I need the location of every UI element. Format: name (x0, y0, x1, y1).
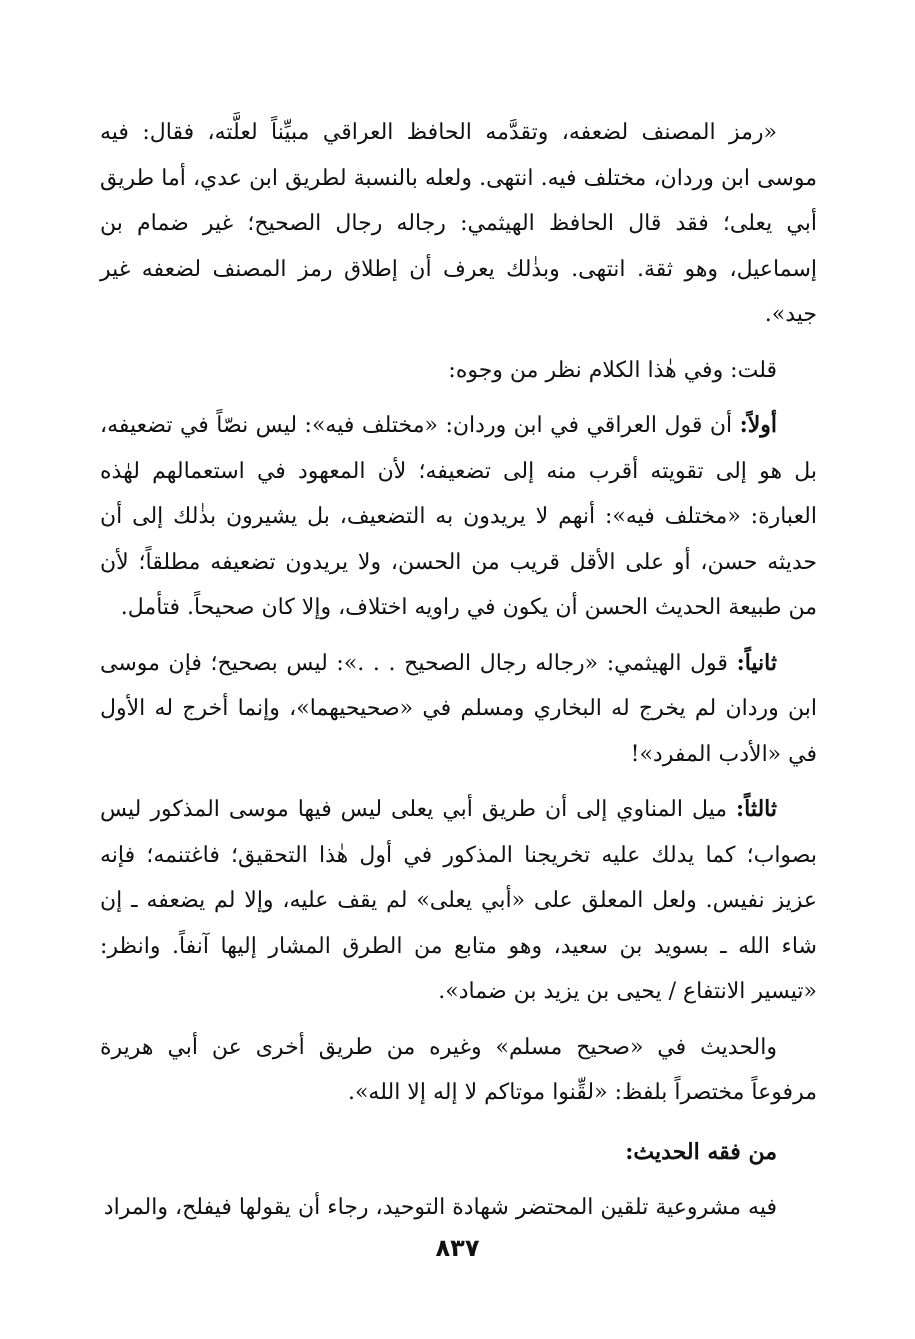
point-two-label: ثانياً: (736, 649, 777, 676)
point-three-paragraph (100, 787, 817, 1015)
fiqh-paragraph: فيه مشروعية تلقين المحتضر شهادة التوحيد، رجاء أن يقولها فيفلح، والمراد (103, 1195, 777, 1220)
quoted-paragraph: «رمز المصنف لضعفه، وتقدَّمه الحافظ العراقي مبيِّناً لعلَّته، فقال: فيه موسى ابن وردان، مختلف فيه. انتهى. ولعله بالنسبة لطريق ابن عدي، أما طريق أبي يعلى؛ فقد قال الحافظ الهيثمي: رجاله رجال الصحيح؛ غير ضمام بن إسماعيل، وهو ثقة. انتهى. وبذٰلك يعرف أن إطلاق رمز المصنف لضعفه غير جيد». (100, 120, 817, 327)
point-one-text: أن قول العراقي في ابن وردان: «مختلف فيه»: ليس نصّاً في تضعيفه، بل هو إلى تقويته أقرب منه إلى تضعيفه؛ لأن المعهود في استعمالهم لهٰذه العبارة: «مختلف فيه»: أنهم لا يريدون به التضعيف، بل يشيرون بذٰلك إلى أن حديثه حسن، أو على الأقل قريب من الحسن، ولا يريدون تضعيفه مطلقاً؛ لأن من طبيعة الحديث الحسن أن يكون في راويه اختلاف، وإلا كان صحيحاً. فتأمل. (100, 413, 817, 620)
point-one-label: أولاً: (739, 412, 777, 438)
point-three-label: ثالثاً: (736, 796, 777, 822)
intro-paragraph: قلت: وفي هٰذا الكلام نظر من وجوه: (448, 357, 777, 383)
point-two-text: قول الهيثمي: «رجاله رجال الصحيح . . .»: ليس بصحيح؛ فإن موسى ابن وردان لم يخرج له البخاري ومسلم في «صحيحيهما»، وإنما أخرج له الأول في «الأدب المفرد»! (100, 650, 817, 767)
point-one-paragraph (100, 403, 817, 631)
point-three-text: ميل المناوي إلى أن طريق أبي يعلى ليس فيها موسى المذكور ليس بصواب؛ كما يدلك عليه تخريجنا المذكور في أول هٰذا التحقيق؛ فاغتنمه؛ فإنه عزيز نفيس. ولعل المعلق على «أبي يعلى» لم يقف عليه، وإلا لم يضعفه ـ إن شاء الله ـ بسويد بن سعيد، وهو متابع من الطرق المشار إليها آنفاً. وانظر: «تيسير الانتفاع / يحيى بن يزيد بن ضماد». (100, 797, 817, 1004)
section-heading: من فقه الحديث: (625, 1138, 777, 1165)
page-number: ٨٣٧ (435, 1234, 480, 1262)
point-two-paragraph (100, 641, 817, 778)
page-body (100, 110, 817, 1231)
hadith-paragraph: والحديث في «صحيح مسلم» وغيره من طريق أخرى عن أبي هريرة مرفوعاً مختصراً بلفظ: «لقِّنوا موتاكم لا إله إلا الله». (100, 1034, 817, 1105)
